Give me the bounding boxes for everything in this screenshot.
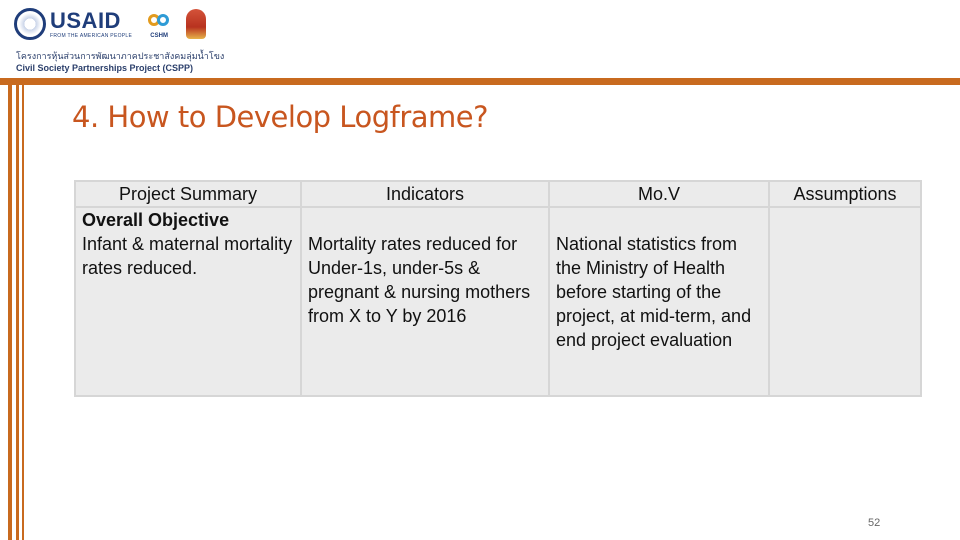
header-logos	[14, 6, 206, 42]
logframe-table	[74, 180, 920, 397]
accent-top-bar	[0, 78, 960, 85]
header-assumptions: Assumptions	[769, 181, 921, 207]
usaid-seal-logo	[14, 8, 46, 40]
accent-vertical-bar	[22, 85, 24, 540]
header-project-summary: Project Summary	[75, 181, 301, 207]
cell-assumptions	[769, 207, 921, 396]
cshm-logo	[148, 10, 170, 39]
objective-label: Overall Objective	[82, 210, 230, 230]
table-header-row	[75, 181, 921, 207]
thai-project-name: โครงการหุ้นส่วนการพัฒนาภาคประชาสังคมลุ่มน้ำโขง	[16, 52, 225, 62]
usaid-logo	[50, 7, 133, 39]
cell-indicators: Mortality rates reduced for Under-1s, under-5s & pregnant & nursing mothers from X to Y by 2016	[301, 207, 549, 396]
usaid-tagline: FROM THE AMERICAN PEOPLE	[50, 32, 133, 39]
university-crest-logo	[186, 9, 206, 39]
objective-text: Infant & maternal mortality rates reduced.	[82, 234, 293, 278]
usaid-wordmark: USAID	[50, 7, 121, 33]
accent-vertical-bar	[16, 85, 19, 540]
cell-project-summary	[75, 207, 301, 396]
cshm-wordmark: CSHM	[150, 32, 168, 39]
accent-vertical-bar	[8, 85, 12, 540]
page-number: 52	[868, 517, 881, 529]
slide-title: 4. How to Develop Logframe?	[72, 100, 488, 134]
header-mov: Mo.V	[549, 181, 769, 207]
project-name: Civil Society Partnerships Project (CSPP)	[16, 63, 194, 73]
cell-mov: National statistics from the Ministry of Health before starting of the project, at mid-term, and end project evaluation	[549, 207, 769, 396]
table-row	[75, 207, 921, 396]
cshm-rings-icon	[148, 10, 170, 32]
header-indicators: Indicators	[301, 181, 549, 207]
